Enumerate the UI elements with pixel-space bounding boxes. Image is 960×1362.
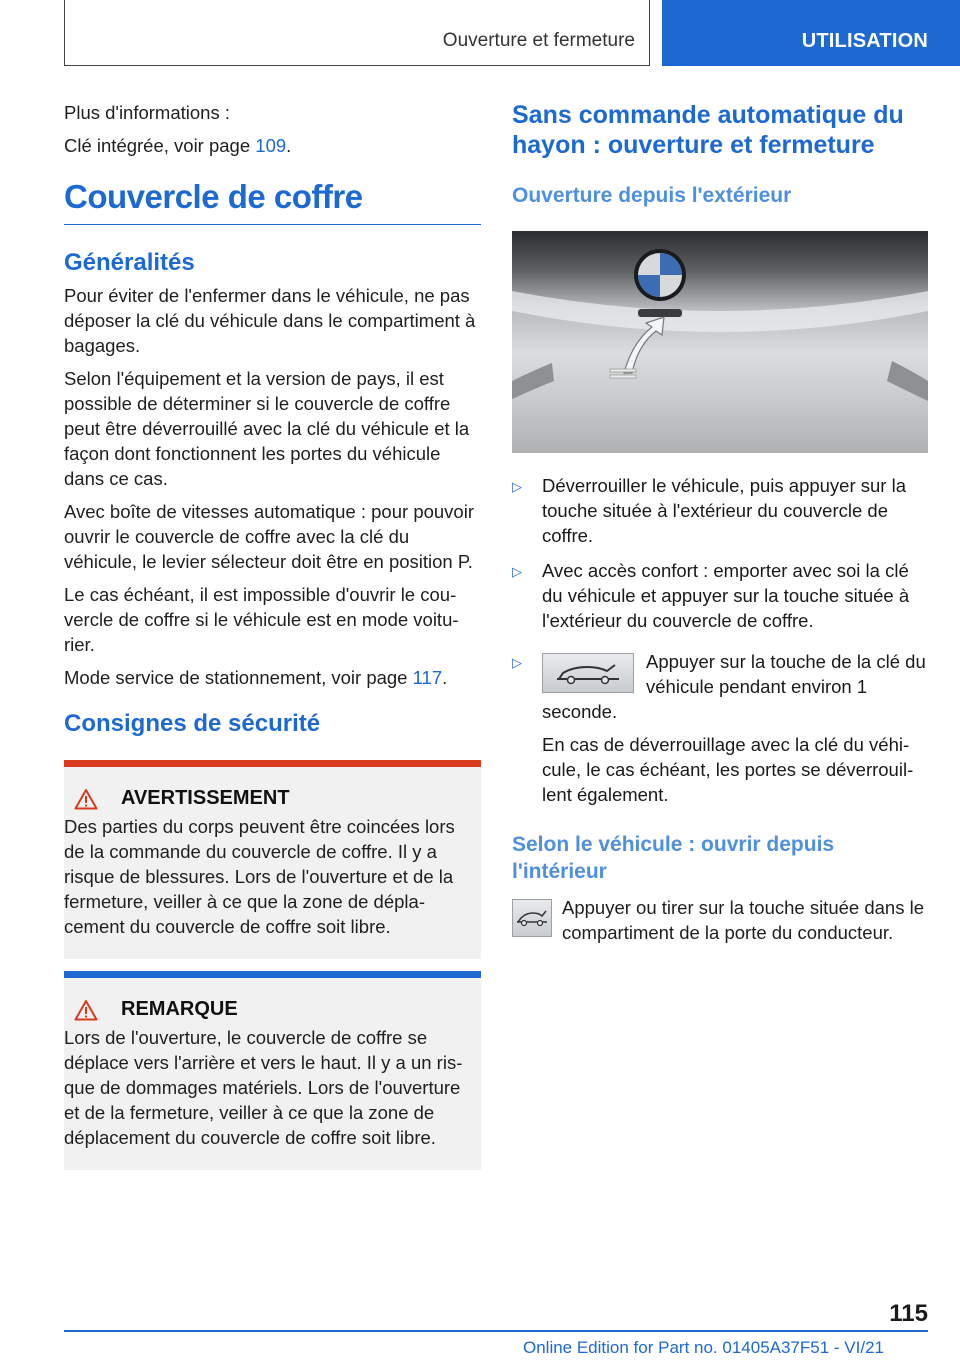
header-section-box bbox=[64, 0, 650, 66]
section-title: Ouverture et fermeture bbox=[442, 30, 635, 51]
inside-title: Selon le véhicule : ouvrir depuis l'intérieur bbox=[512, 833, 835, 883]
chapter-tab-label: UTILISATION bbox=[801, 30, 928, 52]
general-title: Généralités bbox=[64, 249, 195, 276]
bullet-text-1: Déverrouiller le véhicule, puis appuyer sur la touche située à l'extérieur du couvercle de coffre. bbox=[542, 475, 907, 546]
bullet-triangle-icon: ▷ bbox=[512, 564, 522, 579]
general-paragraph-2: Selon l'équipement et la version de pays, il est possible de déterminer si le couvercle de coffre peut être déverrouillé avec la clé du véhicule et la façon dont fonctionnent les portes du véhicule dans ce cas. bbox=[64, 368, 470, 489]
more-info-label: Plus d'informations : bbox=[64, 102, 230, 123]
car-trunk-open-icon-small bbox=[516, 909, 548, 927]
trunk-button-photo bbox=[512, 231, 928, 453]
bullet-body-3 bbox=[542, 649, 928, 807]
warning-label: AVERTISSEMENT bbox=[121, 787, 290, 809]
integrated-key-ref bbox=[64, 133, 481, 158]
warning-triangle-icon bbox=[74, 788, 98, 810]
warning-text: Des parties du corps peuvent être coincées lors de la commande du couvercle de coffre. Il y a risque de blessures. Lors de l'ouverture et de la fermeture, veiller à ce que la zone de déplacement du couvercle de coffre soit libre. bbox=[64, 816, 455, 937]
general-paragraph-1: Pour éviter de l'enfermer dans le véhicule, ne pas déposer la clé du véhicule dans le compartiment à bagages. bbox=[64, 285, 476, 356]
service-ref bbox=[64, 665, 481, 690]
inside-text-body: Appuyer ou tirer sur la touche située dans le compartiment de la porte du conducteur. bbox=[562, 897, 924, 943]
right-section-title: Sans commande automatique du hayon : ouverture et fermeture bbox=[512, 101, 904, 159]
bullet-triangle-icon: ▷ bbox=[512, 479, 522, 494]
trunk-key-icon bbox=[512, 899, 552, 937]
list-item bbox=[512, 558, 928, 633]
notice-text: Lors de l'ouverture, le couvercle de coffre se déplace vers l'arrière et vers le haut. Il y a un risque de dommages matériels. Lors de l'ouverture et de la fermeture, veiller à ce que la zone de déplacement du couvercle de coffre soit libre. bbox=[64, 1027, 463, 1148]
safety-title: Consignes de sécurité bbox=[64, 710, 321, 737]
general-paragraph-3: Avec boîte de vitesses automatique : pour pouvoir ouvrir le couvercle de coffre avec la clé du véhicule, le levier sélecteur doit être en position P. bbox=[64, 501, 474, 572]
footer-divider bbox=[64, 1330, 928, 1332]
ref-suffix: . bbox=[442, 667, 448, 688]
right-column bbox=[512, 100, 928, 953]
list-item bbox=[512, 473, 928, 548]
bullet-note-3: En cas de déverrouillage avec la clé du véhicule, le cas échéant, les portes se déverrouillent également. bbox=[542, 734, 914, 805]
ref-suffix: . bbox=[286, 135, 292, 156]
bullet-triangle-icon: ▷ bbox=[512, 655, 522, 670]
ref-text: Clé intégrée, voir page bbox=[64, 135, 256, 156]
notice-label: REMARQUE bbox=[121, 998, 238, 1020]
left-column bbox=[64, 100, 481, 1182]
bullet-text-2: Avec accès confort : emporter avec soi la clé du véhicule et appuyer sur la touche située à l'extérieur du couvercle de coffre. bbox=[542, 560, 910, 631]
warning-header bbox=[74, 787, 475, 810]
general-paragraph-4: Le cas échéant, il est impossible d'ouvrir le couvercle de coffre si le véhicule est en mode voiturier. bbox=[64, 584, 459, 655]
chapter-tab[interactable] bbox=[662, 0, 960, 66]
edition-footer: Online Edition for Part no. 01405A37F51 - VI/21 bbox=[522, 1338, 884, 1357]
bullet-text-3: Appuyer sur la touche de la clé du véhicule pendant environ 1 seconde. bbox=[542, 651, 926, 722]
inside-text bbox=[512, 895, 928, 945]
warning-callout bbox=[64, 760, 481, 959]
trunk-photo-drawing bbox=[512, 231, 928, 453]
page-link-109[interactable]: 109 bbox=[255, 135, 287, 156]
notice-header bbox=[74, 998, 475, 1021]
list-item bbox=[512, 649, 928, 807]
page-number: 115 bbox=[889, 1300, 928, 1327]
main-title: Couvercle de coffre bbox=[64, 178, 481, 225]
outside-title: Ouverture depuis l'extérieur bbox=[512, 184, 792, 207]
page-link-117[interactable]: 117 bbox=[412, 667, 443, 688]
warning-triangle-icon bbox=[74, 999, 98, 1021]
trunk-key-icon bbox=[542, 653, 634, 693]
notice-callout bbox=[64, 971, 481, 1170]
car-trunk-open-icon bbox=[553, 661, 623, 685]
ref-text: Mode service de stationnement, voir page bbox=[64, 667, 413, 688]
